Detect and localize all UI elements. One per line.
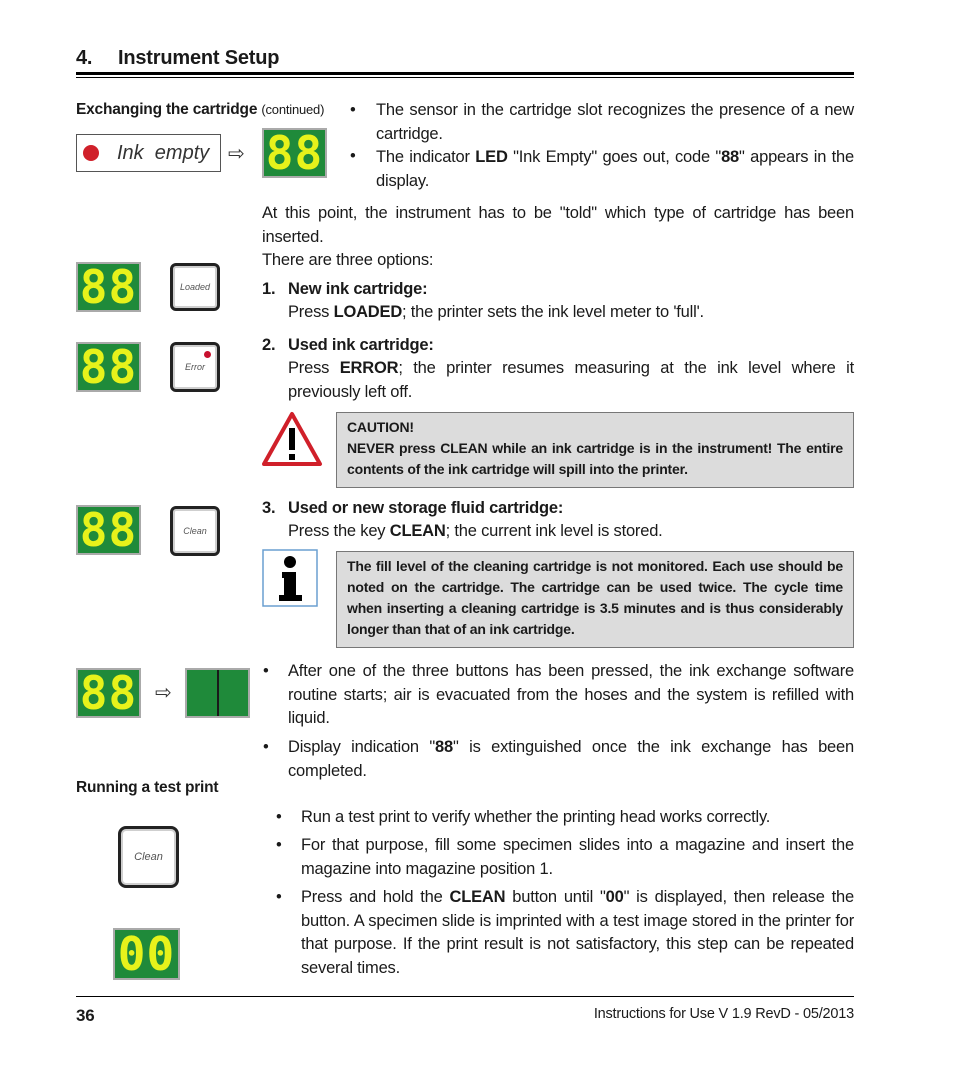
text-run-bold: LOADED [333,303,403,321]
text-run: Press the key [288,522,390,540]
caution-heading: CAUTION! [347,419,414,435]
info-box: The fill level of the cleaning cartridge is not monitored. Each use should be noted on the cartridge. The cartridge can be used twice. The cycle time when inserting a cleaning cartridge is 3.5 minutes and is thus considerably longer than that of an ink cartridge. [336,551,854,648]
page-number: 36 [76,1006,95,1025]
text-run: Press and hold the [301,888,450,906]
text-run-bold: ERROR [339,359,399,377]
header-rule-thin [76,77,854,78]
text-run-bold: CLEAN [389,522,446,540]
ink-empty-label: Ink empty [117,141,210,164]
option-3-title: Used or new storage fluid cartridge: [288,499,564,517]
text-run-bold: 88 [721,148,740,166]
told-paragraph: At this point, the instrument has to be "told" which type of cartridge has been inserted. [262,204,854,246]
bullet-icon: • [276,808,282,826]
ink-empty-indicator [76,134,221,172]
test-print-heading: Running a test print [76,779,219,796]
text-run-bold: 88 [435,738,453,756]
bullet-icon: • [263,738,269,756]
text-run: " is extinguished once the ink exchange has been completed. [288,738,854,780]
info-icon [262,549,318,607]
option-3-number: 3. [262,499,276,517]
options-intro: There are three options: [262,251,434,269]
text-run-bold: LED [475,148,508,166]
bullet-icon: • [276,836,282,854]
header-rule [76,72,854,75]
red-led-icon [83,145,99,161]
bullet-icon: • [350,101,356,119]
test-bullet-1: Run a test print to verify whether the printing head works correctly. [301,808,771,826]
caution-text: NEVER press CLEAN while an ink cartridge is in the instrument! The entire contents of the ink cartridge will spill into the printer. [347,440,843,477]
option-1-title: New ink cartridge: [288,280,428,298]
display-00: 00 [113,928,180,980]
clean-key-icon: Clean [170,506,220,556]
text-run-bold: 00 [605,888,624,906]
option-1-number: 1. [262,280,276,298]
text-run: Display indication " [288,738,436,756]
warning-triangle-icon [261,411,323,467]
continued-label: (continued) [261,102,325,117]
option-3-text [288,520,854,544]
display-88: 88 [76,505,141,555]
text-run: Press [288,359,340,377]
display-88: 88 [76,342,141,392]
bullet-icon: • [263,662,269,680]
error-led-icon [204,351,211,358]
display-88: 88 [262,128,327,178]
error-key-icon [170,342,220,392]
text-run: " is displayed, then release the button. A specimen slide is imprinted with a test image stored in the printer for that purpose. If the print result is not satisfactory, this step can be repeated several times. [301,888,854,977]
footer-rule [76,996,854,997]
text-run: ; the printer sets the ink level meter to 'full'. [402,303,704,321]
arrow-right-icon: ⇨ [155,682,172,704]
display-88: 88 [76,668,141,718]
exchanging-heading [76,101,324,119]
option-2-text [288,357,854,404]
blank-display [185,668,250,718]
after-bullet-1: After one of the three buttons has been pressed, the ink exchange software routine starts; air is evacuated from the hoses and the system is refilled with liquid. [288,662,854,727]
option-2-title: Used ink cartridge: [288,336,434,354]
arrow-right-icon: ⇨ [228,143,245,165]
test-bullet-3 [301,886,854,980]
indicator-bullet-text [376,146,854,193]
display-88: 88 [76,262,141,312]
test-bullet-2: For that purpose, fill some specimen slides into a magazine and insert the magazine into magazine position 1. [301,836,854,878]
section-number: 4. [76,47,93,69]
clean-key-icon: Clean [118,826,179,888]
text-run: "Ink Empty" goes out, code " [507,148,722,166]
after-bullet-2 [288,736,854,783]
sensor-bullet-text: The sensor in the cartridge slot recognizes the presence of a new cartridge. [376,101,854,143]
text-run: button until " [505,888,606,906]
bullet-icon: • [276,888,282,906]
doc-info: Instructions for Use V 1.9 RevD - 05/2013 [593,1006,854,1022]
text-run: The indicator [376,148,476,166]
option-2-number: 2. [262,336,276,354]
exchanging-heading-text: Exchanging the cartridge [76,101,258,118]
text-run: ; the current ink level is stored. [445,522,663,540]
text-run: Press [288,303,334,321]
loaded-key-icon: Loaded [170,263,220,311]
section-title: Instrument Setup [118,47,280,69]
error-key-label: Error [185,362,205,372]
text-run: ; the printer resumes measuring at the ink level where it previously left off. [288,359,854,401]
caution-box [336,412,854,488]
bullet-icon: • [350,147,356,165]
option-1-text [288,301,854,325]
text-run-bold: CLEAN [449,888,506,906]
text-run: " appears in the display. [376,148,854,190]
display-divider [217,670,219,716]
